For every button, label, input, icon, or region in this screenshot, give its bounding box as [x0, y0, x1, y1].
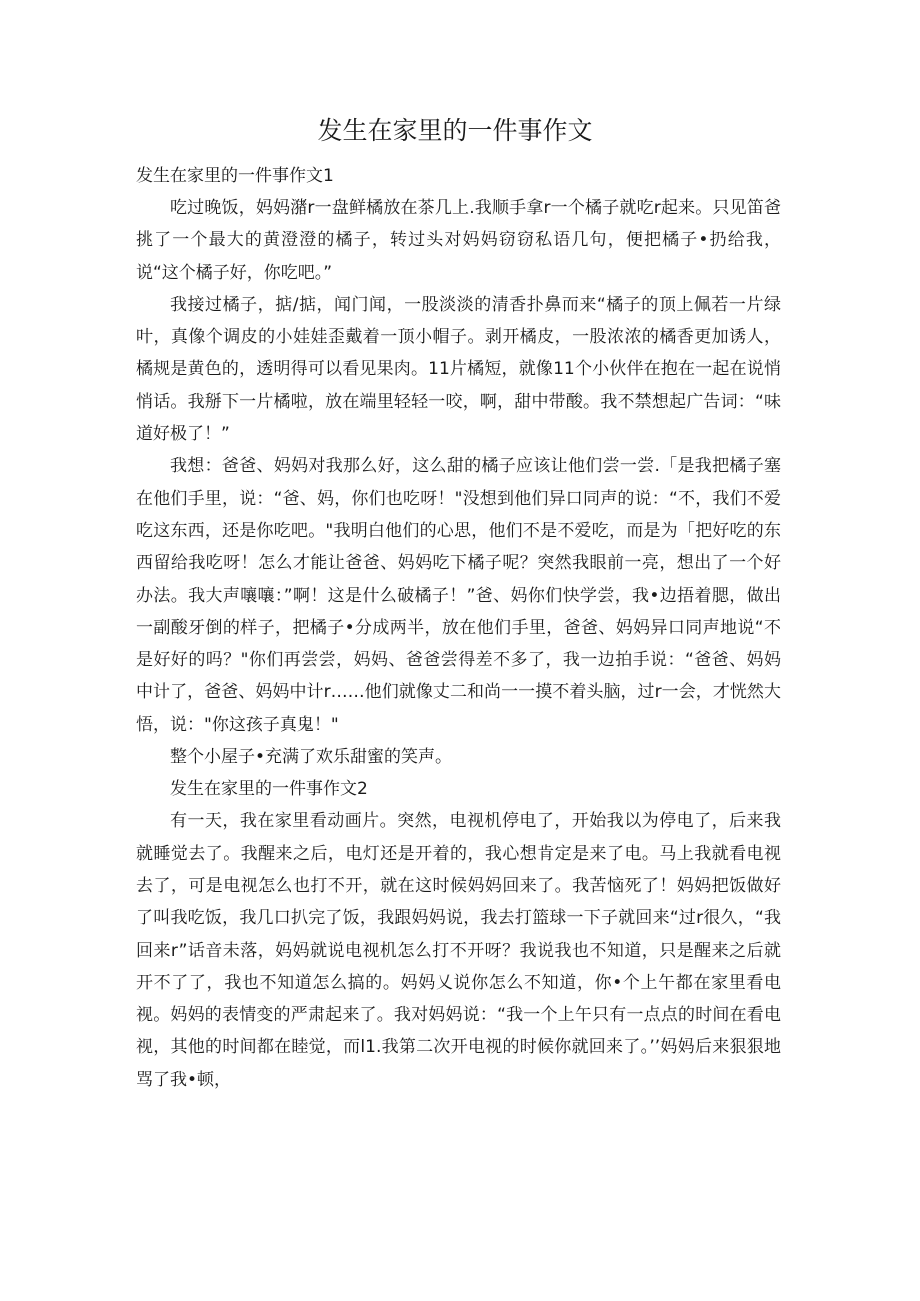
paragraph-1-2: 我接过橘子，掂/掂，闻门闻，一股淡淡的清香扑鼻而来“橘子的顶上佩若一片绿叶，真像个调皮的小娃娃歪戴着一顶小帽子。剥开橘皮，一股浓浓的橘香更加诱人，橘规是黄色的，透明得可以看见果肉。11片橘短，就像11个小伙伴在抱在一起在说悄悄话。我掰下一片橘啦，放在端里轻轻一咬，啊，甜中带酸。我不禁想起广告词：“味道好极了！” — [136, 294, 781, 445]
paragraph-1-4: 整个小屋子•充满了欢乐甜蜜的笑声。 — [170, 747, 453, 768]
document-title: 发生在家里的一件事作文 — [317, 116, 593, 145]
paragraph-1-1: 吃过晚饭，妈妈潴r一盘鲜橘放在茶几上.我顺手拿r一个橘子就吃r起来。只见笛爸挑了一个最大的黄澄澄的橘子，转过头对妈妈窃窃私语几句，便把橘子•扔给我，说“这个橘子好，你吃吧。” — [136, 198, 781, 283]
section-heading-1: 发生在家里的一件事作文1 — [136, 166, 334, 186]
paragraph-2-1: 有一天，我在家里看动画片。突然，电视机停电了，开始我以为停电了，后来我就睡觉去了。我醒来之后，电灯还是开着的，我心想肯定是来了电。马上我就看电视去了，可是电视怎么也打不开，就在这时候妈妈回来了。我苦恼死了！妈妈把饭做好了叫我吃饭，我几口扒完了饭，我跟妈妈说，我去打篮球一下子就回来“过r很久，“我回来r”话音未落，妈妈就说电视机怎么打不开呀？我说我也不知道，只是醒来之后就开不了了，我也不知道怎么搞的。妈妈乂说你怎么不知道，你•个上午都在家里看电视。妈妈的表情变的严肃起来了。我对妈妈说：“我一个上午只有一点点的时间在看电视，其他的时间都在睦觉，而l1.我第二次开电视的时候你就回来了。’’妈妈后来狠狠地骂了我•顿， — [136, 811, 781, 1090]
document-body — [136, 160, 781, 1096]
section-heading-2: 发生在家里的一件事作文2 — [170, 779, 368, 800]
paragraph-1-3: 我想：爸爸、妈妈对我那么好，这么甜的橘子应该让他们尝一尝.「是我把橘子塞在他们手里，说：“爸、妈，你们也吃呀！"没想到他们异口同声的说：“不，我们不爱吃这东西，还是你吃吧。"我明白他们的心思，他们不是不爱吃，而是为「把好吃的东西留给我吃呀！怎么才能让爸爸、妈妈吃下橘子呢？突然我眼前一亮，想出了一个好办法。我大声嚷嚷：”啊！这是什么破橘子！”爸、妈你们快学尝，我•边捂着腮，做出一副酸牙倒的样子，把橘子•分成两半，放在他们手里，爸爸、妈妈异口同声地说“不是好好的吗？"你们再尝尝，妈妈、爸爸尝得差不多了，我一边拍手说：“爸爸、妈妈中计了，爸爸、妈妈中计r……他们就像丈二和尚一一摸不着头脑，过r一会，才恍然大悟，说："你这孩子真鬼！" — [136, 456, 781, 735]
